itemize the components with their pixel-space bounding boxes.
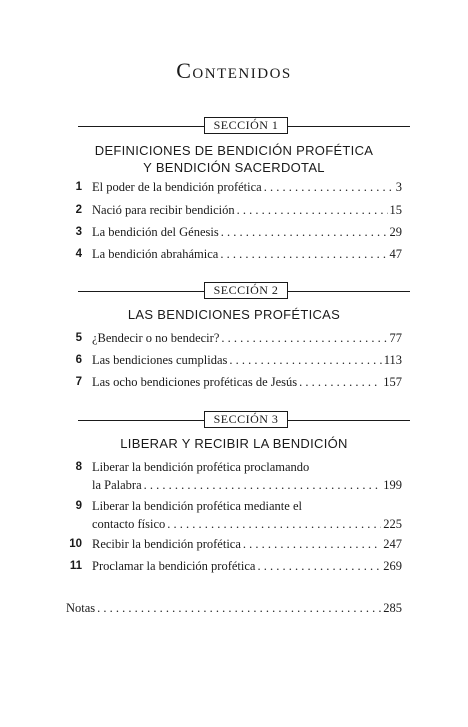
toc-entry-5 bbox=[66, 329, 402, 347]
chapter-title: Nació para recibir bendición bbox=[92, 203, 235, 217]
chapter-title: La bendición del Génesis bbox=[92, 225, 219, 239]
leader-dots bbox=[229, 351, 381, 369]
page-number: 77 bbox=[389, 331, 402, 345]
chapter-title: El poder de la bendición profética bbox=[92, 180, 262, 194]
chapter-number: 11 bbox=[69, 560, 82, 572]
chapter-title: Proclamar la bendición profética bbox=[92, 559, 256, 573]
toc-entry-4 bbox=[66, 245, 402, 263]
page-number: 199 bbox=[383, 478, 402, 492]
rule-right bbox=[288, 420, 410, 421]
toc-entry-7 bbox=[66, 373, 402, 391]
leader-dots bbox=[97, 599, 381, 617]
page-number: 47 bbox=[389, 247, 402, 261]
toc-entry-notes bbox=[66, 599, 402, 617]
section-2-title: LAS BENDICIONES PROFÉTICAS bbox=[127, 307, 341, 322]
chapter-title: La bendición abrahámica bbox=[92, 247, 219, 261]
notes-label: Notas bbox=[66, 601, 96, 615]
leader-dots bbox=[220, 245, 387, 263]
chapter-number: 3 bbox=[75, 226, 82, 238]
toc-entry-9 bbox=[66, 497, 402, 533]
rule-left bbox=[78, 126, 204, 127]
leader-dots bbox=[257, 557, 381, 575]
page-number: 247 bbox=[383, 537, 402, 551]
chapter-number: 7 bbox=[75, 376, 82, 388]
section-2-header bbox=[78, 282, 410, 302]
leader-dots bbox=[243, 535, 381, 553]
section-label: SECCIÓN 3 bbox=[204, 411, 288, 428]
toc-entry-3 bbox=[66, 223, 402, 241]
chapter-title: ¿Bendecir o no bendecir? bbox=[92, 331, 220, 345]
rule-right bbox=[288, 291, 410, 292]
chapter-number: 6 bbox=[75, 354, 82, 366]
leader-dots bbox=[237, 201, 388, 219]
page-number: 225 bbox=[383, 517, 402, 531]
toc-entry-8 bbox=[66, 458, 402, 494]
section-1-title-line-1: DEFINICIONES DE BENDICIÓN PROFÉTICA bbox=[94, 143, 374, 158]
chapter-number: 1 bbox=[75, 181, 82, 193]
leader-dots bbox=[221, 223, 388, 241]
leader-dots bbox=[221, 329, 387, 347]
toc-entry-2 bbox=[66, 201, 402, 219]
section-3-title: LIBERAR Y RECIBIR LA BENDICIÓN bbox=[120, 436, 348, 451]
toc-entry-10 bbox=[66, 535, 402, 553]
leader-dots bbox=[299, 373, 381, 391]
chapter-title: Las bendiciones cumplidas bbox=[92, 353, 228, 367]
chapter-title-cont: la Palabra bbox=[92, 478, 142, 492]
chapter-title: Liberar la bendición profética proclamando bbox=[92, 460, 310, 474]
chapter-number: 4 bbox=[75, 248, 82, 260]
rule-right bbox=[288, 126, 410, 127]
page-number: 15 bbox=[389, 203, 402, 217]
leader-dots bbox=[264, 178, 394, 196]
page-number: 157 bbox=[383, 375, 402, 389]
toc-entry-6 bbox=[66, 351, 402, 369]
toc-entry-11 bbox=[66, 557, 402, 575]
page-number: 3 bbox=[395, 180, 402, 194]
page-number: 113 bbox=[383, 353, 402, 367]
chapter-title: Las ocho bendiciones proféticas de Jesús bbox=[92, 375, 298, 389]
rule-left bbox=[78, 291, 204, 292]
leader-dots bbox=[167, 515, 381, 533]
chapter-number: 5 bbox=[75, 332, 82, 344]
section-label: SECCIÓN 2 bbox=[204, 282, 288, 299]
page-title: Contenidos bbox=[176, 58, 292, 83]
section-3-header bbox=[78, 411, 410, 431]
leader-dots bbox=[144, 476, 382, 494]
toc-entry-1 bbox=[66, 178, 402, 196]
section-label: SECCIÓN 1 bbox=[204, 117, 288, 134]
section-1-title-line-2: Y BENDICIÓN SACERDOTAL bbox=[143, 160, 325, 175]
page-number: 269 bbox=[383, 559, 402, 573]
page-number: 29 bbox=[389, 225, 402, 239]
chapter-number: 9 bbox=[75, 500, 82, 512]
chapter-title-cont: contacto físico bbox=[92, 517, 166, 531]
chapter-number: 8 bbox=[75, 461, 82, 473]
chapter-title: Recibir la bendición profética bbox=[92, 537, 241, 551]
chapter-number: 2 bbox=[75, 204, 82, 216]
chapter-number: 10 bbox=[69, 538, 82, 550]
page-number: 285 bbox=[383, 601, 402, 615]
section-1-header bbox=[78, 117, 410, 137]
rule-left bbox=[78, 420, 204, 421]
chapter-title: Liberar la bendición profética mediante el bbox=[92, 499, 302, 513]
